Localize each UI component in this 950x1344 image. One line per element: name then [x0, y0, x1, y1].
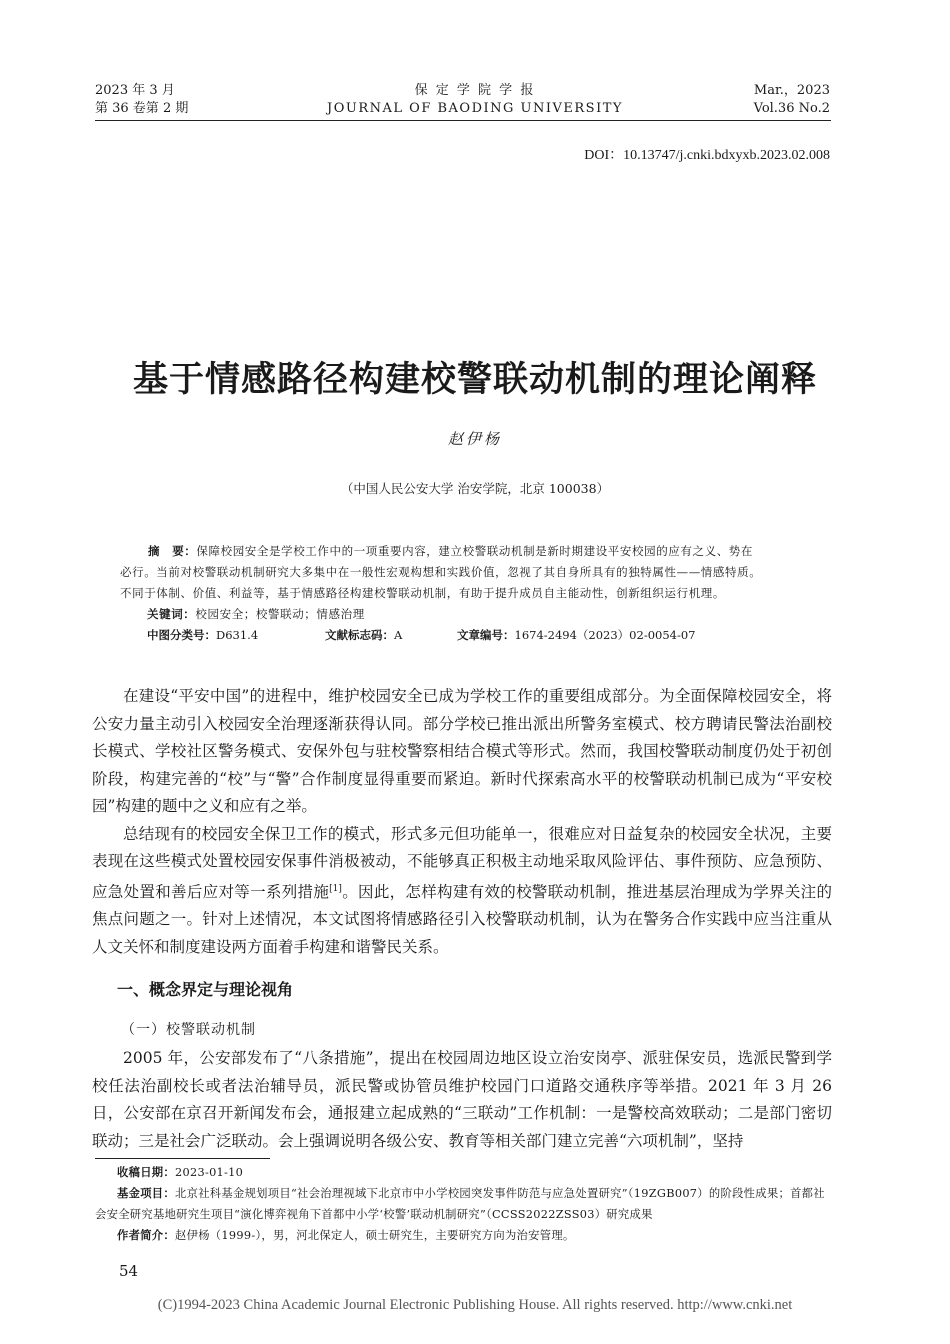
header-rule — [95, 120, 831, 121]
body-section1 — [92, 1045, 832, 1155]
header-right — [754, 82, 830, 118]
abstract-label: 摘 要： — [148, 544, 197, 558]
section-heading: 一、概念界定与理论视角 — [117, 980, 294, 999]
clc: 中图分类号：D631.4 — [147, 628, 259, 642]
received-date: 2023-01-10 — [175, 1166, 244, 1179]
body-paragraph: 2005 年，公安部发布了“八条措施”，提出在校园周边地区设立治安岗亭、派驻保安员，选派民警到学校任法治副校长或者法治辅导员，派民警或协管员维护校园门口道路交通秩序等举措。2021 年 3 月 26 日，公安部在京召开新闻发布会，通报建立起成熟的“三联动”工作机制：一是警校高效联动；二是部门密切联动；三是社会广泛联动。会上强调说明各级公安、教育等相关部门建立完善“六项机制”，坚持 — [92, 1049, 832, 1150]
abstract-line1: 保障校园安全是学校工作中的一项重要内容，建立校警联动机制是新时期建设平安校园的应有之义、势在 — [196, 544, 754, 558]
received-label: 收稿日期： — [117, 1166, 175, 1179]
article-number: 文章编号：1674-2494（2023）02-0054-07 — [457, 628, 696, 642]
header-volume-en: Vol.36 No.2 — [753, 101, 830, 116]
page-number: 54 — [119, 1262, 139, 1280]
keywords — [147, 606, 365, 622]
keywords-label: 关键词： — [147, 607, 196, 621]
abstract-line2: 必行。当前对校警联动机制研究大多集中在一般性宏观构想和实践价值，忽视了其自身所具有的独特属性——情感特质。 — [120, 565, 762, 579]
citation-ref[interactable]: [1] — [329, 883, 342, 894]
body-intro — [92, 683, 832, 961]
body-paragraph: 总结现有的校园安全保卫工作的模式，形式多元但功能单一，很难应对日益复杂的校园安全状况，主要表现在这些模式处置校园安保事件消极被动，不能够真正积极主动地采取风险评估、事件预防、应急预防、应急处置和善后应对等一系列措施[1]。因此，怎样构建有效的校警联动机制，推进基层治理成为学界关注的焦点问题之一。针对上述情况，本文试图将情感路径引入校警联动机制，认为在警务合作实践中应当注重从人文关怀和制度建设两方面着手构建和谐警民关系。 — [92, 824, 832, 956]
subsection-heading: （一）校警联动机制 — [121, 1022, 256, 1038]
author-bio-label: 作者简介： — [117, 1229, 175, 1242]
footnotes — [95, 1162, 835, 1246]
fund-text: 北京社科基金规划项目“社会治理视域下北京市中小学校园突发事件防范与应急处置研究”（19ZGB007）的阶段性成果；首都社会安全研究基地研究生项目“演化博弈视角下首都中小学‘校警’联动机制研究”（CCSS2022ZSS03）研究成果 — [95, 1187, 825, 1221]
header-date: 2023 年 3 月 — [95, 83, 175, 98]
copyright-notice: (C)1994-2023 China Academic Journal Electronic Publishing House. All rights reserved. http://www.cnki.net — [157, 1297, 793, 1313]
author-affiliation: （中国人民公安大学 治安学院，北京 100038） — [340, 481, 610, 496]
paper-title: 基于情感路径构建校警联动机制的理论阐释 — [132, 360, 817, 400]
author-bio: 赵伊杨（1999-），男，河北保定人，硕士研究生，主要研究方向为治安管理。 — [175, 1229, 575, 1242]
body-paragraph: 在建设“平安中国”的进程中，维护校园安全已成为学校工作的重要组成部分。为全面保障校园安全，将公安力量主动引入校园安全治理逐渐获得认同。部分学校已推出派出所警务室模式、校方聘请民警法治副校长模式、学校社区警务模式、安保外包与驻校警察相结合模式等形式。然而，我国校警联动制度仍处于初创阶段，构建完善的“校”与“警”合作制度显得重要而紧迫。新时代探索高水平的校警联动机制已成为“平安校园”构建的题中之义和应有之举。 — [92, 687, 832, 815]
header-center — [300, 82, 650, 118]
keywords-value: 校园安全；校警联动；情感治理 — [195, 607, 365, 621]
abstract — [120, 541, 820, 604]
document-code: 文献标志码：A — [325, 628, 403, 642]
journal-name-cn: 保 定 学 院 学 报 — [414, 83, 536, 98]
fund-label: 基金项目： — [117, 1187, 175, 1200]
header-volume: 第 36 卷第 2 期 — [95, 101, 189, 116]
footnote-rule — [95, 1158, 270, 1159]
classification-row — [147, 627, 827, 643]
doi: DOI：10.13747/j.cnki.bdxyxb.2023.02.008 — [584, 148, 830, 163]
header-left — [95, 82, 188, 118]
author-name: 赵伊杨 — [447, 430, 502, 448]
abstract-line3: 不同于体制、价值、利益等，基于情感路径构建校警联动机制，有助于提升成员自主能动性，创新组织运行机理。 — [120, 586, 725, 600]
journal-name-en: JOURNAL OF BAODING UNIVERSITY — [327, 101, 623, 116]
header-date-en: Mar.，2023 — [753, 83, 830, 98]
